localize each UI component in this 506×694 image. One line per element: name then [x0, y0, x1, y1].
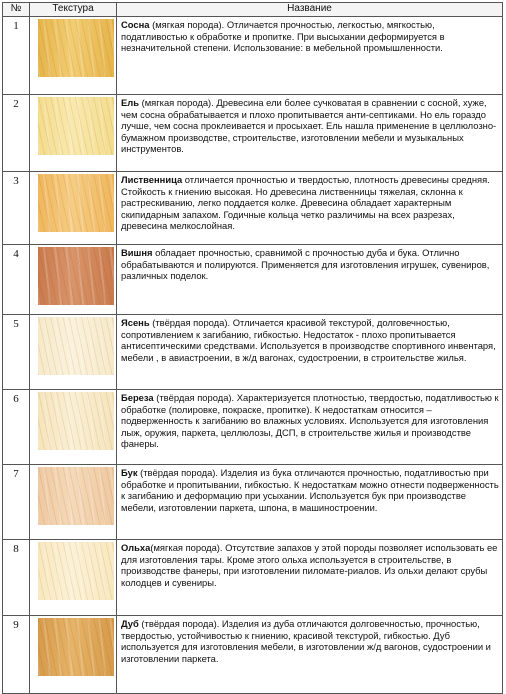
row-description	[117, 95, 503, 172]
species-text: (твёрдая порода). Отличается красивой текстурой, долговечностью, сопротивлением к загибанию, гибкостью. Недостаток - плохо пропитывается антисептическими средствами. Используется в производстве спортивного инвентаря, мебели , в авиастроении, в ж/д вагонах, судостроении, в строительстве жилья.	[121, 317, 496, 363]
row-description	[117, 17, 503, 95]
row-description	[117, 540, 503, 616]
wood-texture-swatch	[38, 542, 114, 600]
row-description	[117, 315, 503, 390]
species-text: обладает прочностью, сравнимой с прочностью дуба и бука. Отлично обрабатываются и полируются. Применяется для изготовления игрушек, сувениров, различных поделок.	[121, 247, 490, 282]
row-number: 9	[3, 616, 30, 694]
species-name: Бук	[121, 467, 138, 478]
wood-texture-swatch	[38, 97, 114, 155]
table-row	[3, 390, 503, 465]
species-name: Ольха	[121, 542, 151, 553]
row-description	[117, 245, 503, 315]
row-number: 7	[3, 465, 30, 540]
row-number: 2	[3, 95, 30, 172]
row-number: 6	[3, 390, 30, 465]
table-row	[3, 315, 503, 390]
table-header-row	[3, 3, 503, 17]
table-row	[3, 172, 503, 245]
species-name: Ель	[121, 97, 139, 108]
species-name: Дуб	[121, 618, 139, 629]
table-row	[3, 17, 503, 95]
table-row	[3, 245, 503, 315]
header-texture: Текстура	[30, 3, 117, 17]
row-description	[117, 616, 503, 694]
species-text: (мягкая порода). Древесина ели более сучковатая в сравнении с сосной, хуже, чем сосна обрабатывается и плохо пропитывается анти-септиками. Но ель гораздо лучше, чем сосна проклеивается и просыхает. Ель нашла применение в целлюлозно-бумажном производстве, строительстве, изготовлении мебели и музыкальных инструментов.	[121, 97, 497, 155]
species-name: Лиственница	[121, 174, 183, 185]
table-row	[3, 465, 503, 540]
species-text: (твёрдая порода). Изделия из дуба отличаются долговечностью, прочностью, твердостью, устойчивостью к гниению, красивой текстурой, гибкостью. Дуб используется для изготовления мебели, в изготовлении ж/д вагонов, судостроении и изготовлении паркета.	[121, 618, 491, 664]
wood-texture-swatch	[38, 19, 114, 77]
wood-texture-swatch	[38, 174, 114, 232]
row-number: 5	[3, 315, 30, 390]
row-number: 4	[3, 245, 30, 315]
species-text: отличается прочностью и твердостью, плотность древесины средняя. Стойкость к гниению высокая. Но древесина лиственницы тяжелая, склонна к растрескиванию, легко поддается колке. Древесина обладает характерным скипидарным запахом. Годичные кольца четко различимы на всех разрезах, древесина мелкослойная.	[121, 174, 490, 232]
species-text: (мягкая порода). Отсутствие запахов у этой породы позволяет использовать ее для изготовления тары. Кроме этого ольха используется в строительстве, в производстве фанеры, при изготовлении пиломате-риалов. Из ольхи делают срубы колодцев и сувениры.	[121, 542, 498, 588]
row-description	[117, 172, 503, 245]
wood-texture-swatch	[38, 618, 114, 676]
species-text: (твёрдая порода). Характеризуется плотностью, твердостью, податливостью к обработке (полировке, покраске, пропитке). К недостаткам относится – подверженность к загибанию во влажных условиях. Используется для изготовления лыж, оружия, паркета, целлюлозы, ДСП, в строительстве жилья и производстве фанеры.	[121, 392, 499, 450]
species-text: (мягкая порода). Отличается прочностью, легкостью, мягкостью, податливостью к обработке и пропитке. При высыхании деформируется в незначительной степени. Использование: в мебельной промышленности.	[121, 19, 445, 54]
table-row	[3, 540, 503, 616]
header-number: №	[3, 3, 30, 17]
header-name: Название	[117, 3, 503, 17]
row-number: 1	[3, 17, 30, 95]
row-number: 3	[3, 172, 30, 245]
wood-texture-swatch	[38, 467, 114, 525]
wood-texture-swatch	[38, 392, 114, 450]
wood-species-table	[2, 2, 503, 694]
species-name: Сосна	[121, 19, 150, 30]
table-row	[3, 95, 503, 172]
species-name: Вишня	[121, 247, 153, 258]
row-description	[117, 390, 503, 465]
species-name: Береза	[121, 392, 154, 403]
row-description	[117, 465, 503, 540]
species-text: (твёрдая порода). Изделия из бука отличаются прочностью, податливостью при обработке и пропитывании, гибкостью. К недостаткам можно отнести подверженность к загибанию и деформацию при усыхании. Используется бук при производстве мебели, изготовлении паркета, шпона, в машиностроении.	[121, 467, 499, 513]
species-name: Ясень	[121, 317, 150, 328]
table-row	[3, 616, 503, 694]
wood-texture-swatch	[38, 247, 114, 305]
row-number: 8	[3, 540, 30, 616]
wood-texture-swatch	[38, 317, 114, 375]
